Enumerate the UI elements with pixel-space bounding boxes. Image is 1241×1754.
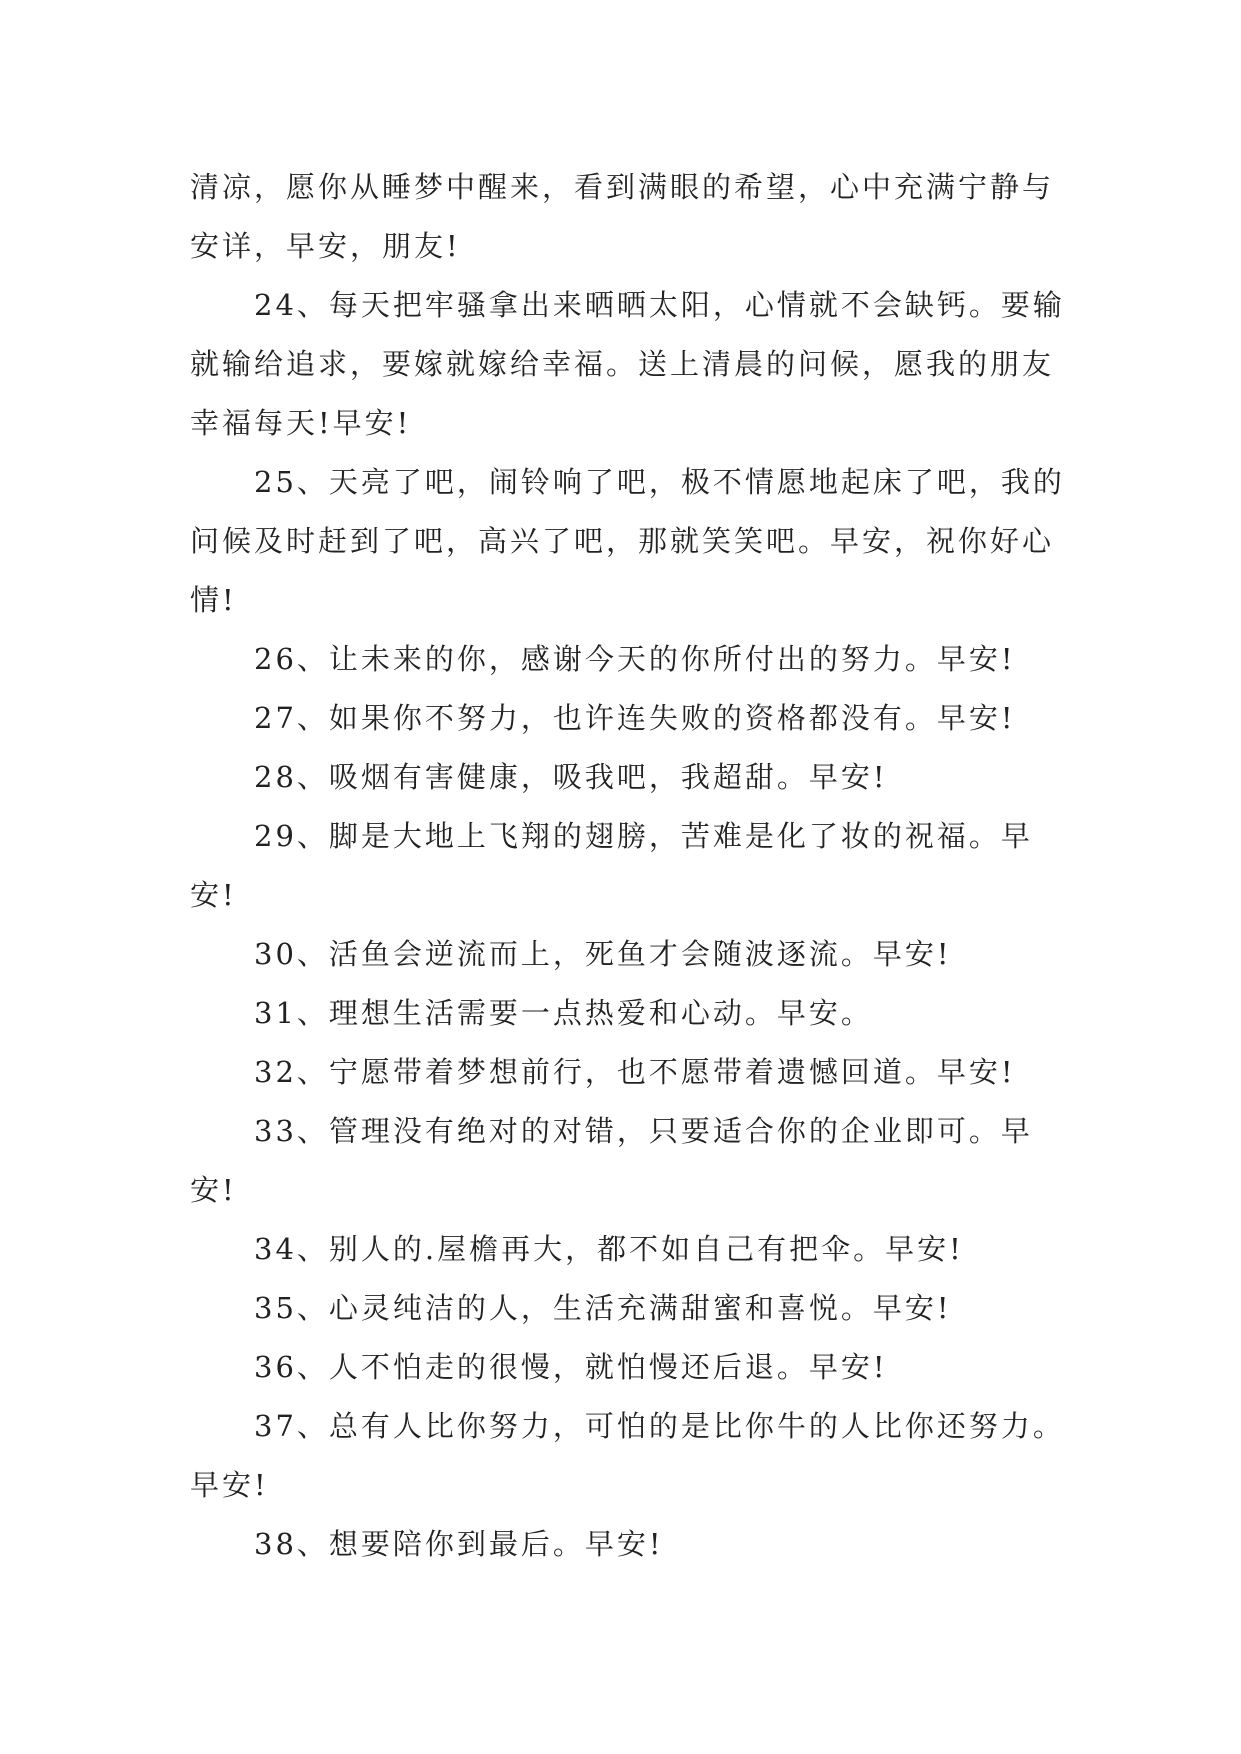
paragraph: 33、管理没有绝对的对错，只要适合你的企业即可。早安! bbox=[190, 1114, 1033, 1207]
paragraph: 27、如果你不努力，也许连失败的资格都没有。早安! bbox=[254, 701, 1016, 735]
paragraph: 25、天亮了吧，闹铃响了吧，极不情愿地起床了吧，我的问候及时赶到了吧，高兴了吧，那就笑笑吧。早安，祝你好心情! bbox=[190, 465, 1065, 617]
paragraph: 37、总有人比你努力，可怕的是比你牛的人比你还努力。早安! bbox=[190, 1409, 1065, 1502]
paragraph: 30、活鱼会逆流而上，死鱼才会随波逐流。早安! bbox=[254, 937, 952, 971]
paragraph: 32、宁愿带着梦想前行，也不愿带着遗憾回道。早安! bbox=[254, 1055, 1016, 1089]
paragraph: 28、吸烟有害健康，吸我吧，我超甜。早安! bbox=[254, 760, 888, 794]
paragraph: 24、每天把牢骚拿出来晒晒太阳，心情就不会缺钙。要输就输给追求，要嫁就嫁给幸福。送上清晨的问候，愿我的朋友幸福每天!早安! bbox=[190, 288, 1065, 440]
paragraph: 26、让未来的你，感谢今天的你所付出的努力。早安! bbox=[254, 642, 1016, 676]
paragraph: 清凉，愿你从睡梦中醒来，看到满眼的希望，心中充满宁静与安详，早安，朋友! bbox=[190, 170, 1055, 263]
paragraph: 35、心灵纯洁的人，生活充满甜蜜和喜悦。早安! bbox=[254, 1291, 952, 1325]
document-body bbox=[190, 158, 1070, 1574]
paragraph: 34、别人的.屋檐再大，都不如自己有把伞。早安! bbox=[254, 1232, 964, 1266]
paragraph: 36、人不怕走的很慢，就怕慢还后退。早安! bbox=[254, 1350, 888, 1384]
paragraph: 29、脚是大地上飞翔的翅膀，苦难是化了妆的祝福。早安! bbox=[190, 819, 1033, 912]
paragraph: 31、理想生活需要一点热爱和心动。早安。 bbox=[254, 996, 873, 1030]
paragraph: 38、想要陪你到最后。早安! bbox=[254, 1527, 664, 1561]
